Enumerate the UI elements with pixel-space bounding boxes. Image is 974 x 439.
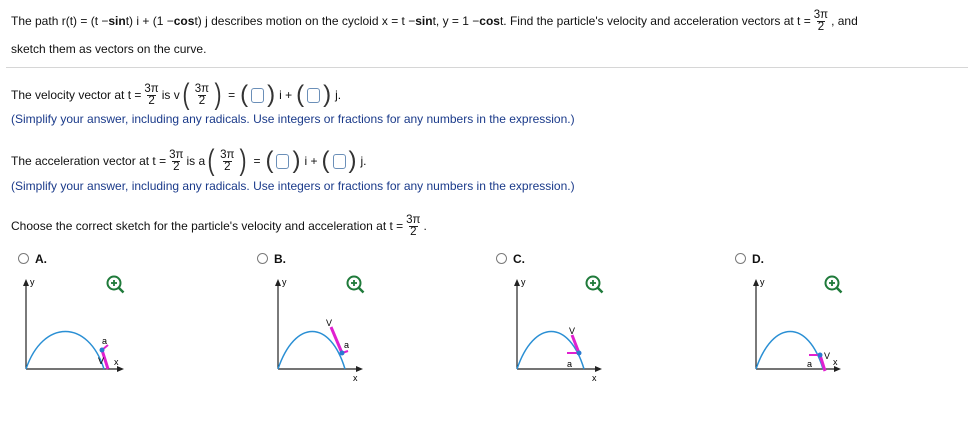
right-paren: )	[348, 147, 357, 174]
time-fraction: $\frac{3\pi}{2}$	[144, 82, 159, 107]
time-fraction: $\frac{3\pi}{2}$	[194, 82, 210, 107]
left-paren: (	[240, 81, 249, 108]
left-paren: (	[321, 147, 330, 174]
option-a[interactable]	[18, 251, 248, 401]
y-label: y	[760, 277, 765, 287]
left-paren: (	[182, 78, 190, 111]
acceleration-i-text: i +	[304, 154, 318, 168]
option-label: A.	[35, 252, 47, 266]
right-paren: )	[267, 81, 276, 108]
time-fraction: $\frac{3\pi}{2}$	[406, 213, 421, 238]
y-label: y	[30, 277, 35, 287]
velocity-hint: (Simplify your answer, including any radicals. Use integers or fractions for any numbers in the expression.)	[11, 112, 575, 126]
question-text-a: The path r(t) = (t −	[11, 14, 109, 28]
y-axis-arrow	[23, 279, 29, 286]
acceleration-row	[11, 144, 367, 178]
a-label: a	[807, 359, 813, 369]
a-label: a	[344, 340, 350, 350]
cycloid-graph-a	[18, 271, 158, 381]
cycloid-graph-b	[257, 271, 397, 381]
option-label: B.	[274, 252, 286, 266]
zoom-in-icon[interactable]	[346, 275, 366, 295]
left-paren: (	[265, 147, 274, 174]
x-label: x	[833, 357, 838, 367]
sin-keyword: sin	[415, 14, 433, 28]
x-label: x	[592, 373, 597, 381]
particle-point	[100, 348, 105, 353]
choose-row	[11, 211, 427, 241]
a-label: a	[102, 336, 108, 346]
right-paren: )	[239, 144, 247, 177]
divider	[6, 67, 968, 68]
radio-button-c[interactable]	[496, 253, 507, 264]
choose-text: Choose the correct sketch for the particle's velocity and acceleration at t =	[11, 219, 404, 233]
right-paren: )	[292, 147, 301, 174]
acceleration-j-input[interactable]	[333, 154, 346, 169]
y-axis-arrow	[514, 279, 520, 286]
radio-button-d[interactable]	[735, 253, 746, 264]
option-label: D.	[752, 252, 764, 266]
zoom-in-icon[interactable]	[824, 275, 844, 295]
question-line-1	[11, 7, 858, 35]
v-label: V	[98, 356, 105, 366]
question-text-line2: sketch them as vectors on the curve.	[11, 42, 207, 56]
x-label: x	[114, 357, 119, 367]
question-text-e: t. Find the particle's velocity and acceleration vectors at t =	[499, 14, 811, 28]
equals-sign: =	[253, 154, 261, 168]
y-label: y	[282, 277, 287, 287]
velocity-j-input[interactable]	[307, 88, 320, 103]
sin-keyword: sin	[108, 14, 126, 28]
acceleration-hint: (Simplify your answer, including any radicals. Use integers or fractions for any numbers in the expression.)	[11, 179, 575, 193]
time-fraction: $\frac{3\pi}{2}$	[813, 8, 829, 33]
question-text-f: , and	[831, 14, 858, 28]
cos-keyword: cos	[479, 14, 500, 28]
zoom-in-icon[interactable]	[106, 275, 126, 295]
acceleration-is-a: is a	[186, 154, 206, 168]
question-text-d: t, y = 1 −	[432, 14, 480, 28]
right-paren: )	[323, 81, 332, 108]
option-d[interactable]	[735, 251, 965, 401]
y-axis-arrow	[275, 279, 281, 286]
time-fraction: $\frac{3\pi}{2}$	[169, 148, 184, 173]
cos-keyword: cos	[173, 14, 195, 28]
y-axis-arrow	[753, 279, 759, 286]
x-label: x	[353, 373, 358, 381]
radio-button-a[interactable]	[18, 253, 29, 264]
option-label: C.	[513, 252, 525, 266]
particle-point	[340, 351, 345, 356]
choose-end: .	[423, 219, 427, 233]
right-paren: )	[214, 78, 222, 111]
v-label: V	[824, 351, 831, 361]
time-fraction: $\frac{3\pi}{2}$	[220, 148, 235, 173]
acceleration-i-input[interactable]	[276, 154, 289, 169]
question-text-c: t) j describes motion on the cycloid x = t −	[194, 14, 416, 28]
y-label: y	[521, 277, 526, 287]
acceleration-j-text: j.	[360, 154, 367, 168]
acceleration-prefix: The acceleration vector at t =	[11, 154, 167, 168]
cycloid-graph-d	[735, 271, 875, 381]
particle-point	[577, 351, 582, 356]
x-axis-arrow	[356, 366, 363, 372]
a-label: a	[567, 359, 573, 369]
velocity-prefix: The velocity vector at t =	[11, 88, 142, 102]
left-paren: (	[207, 144, 215, 177]
question-line-2	[11, 42, 206, 56]
cycloid-curve	[26, 332, 104, 370]
radio-button-b[interactable]	[257, 253, 268, 264]
option-c[interactable]	[496, 251, 726, 401]
velocity-j-text: j.	[335, 88, 342, 102]
cycloid-curve	[756, 332, 823, 370]
particle-point	[818, 353, 823, 358]
left-paren: (	[296, 81, 305, 108]
question-text-b: t) i + (1 −	[125, 14, 174, 28]
cycloid-graph-c	[496, 271, 636, 381]
v-label: V	[326, 318, 333, 328]
velocity-i-input[interactable]	[251, 88, 264, 103]
velocity-i-text: i +	[279, 88, 293, 102]
equals-sign: =	[228, 88, 236, 102]
option-b[interactable]	[257, 251, 487, 401]
zoom-in-icon[interactable]	[585, 275, 605, 295]
velocity-is-v: is v	[161, 88, 180, 102]
v-label: V	[569, 326, 576, 336]
x-axis-arrow	[595, 366, 602, 372]
velocity-row	[11, 78, 341, 112]
